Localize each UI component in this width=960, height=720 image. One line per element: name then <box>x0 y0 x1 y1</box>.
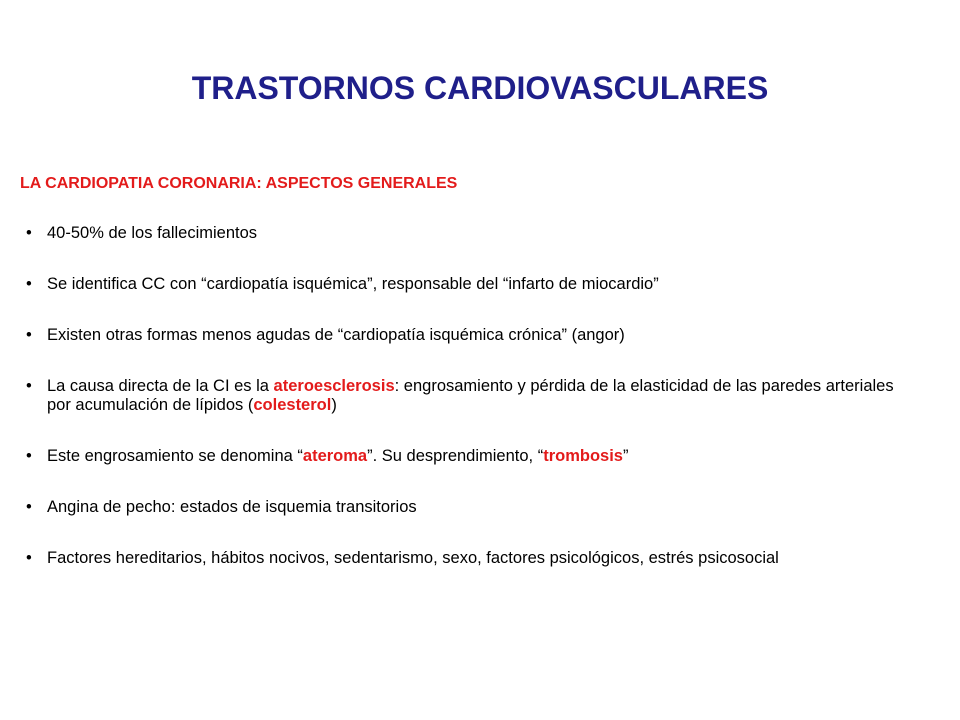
bullet-item <box>20 549 920 568</box>
bullet-text <box>47 447 628 465</box>
bullet-text-part: ”. Su desprendimiento, “ <box>367 447 544 465</box>
bullet-text-part: ” <box>622 447 629 465</box>
bullet-text <box>47 377 894 414</box>
bullet-dot: • <box>26 326 32 344</box>
bullet-item <box>20 326 920 345</box>
bullet-dot: • <box>26 224 32 242</box>
highlight-term: ateroma <box>302 447 368 465</box>
bullet-dot: • <box>26 275 32 293</box>
bullet-text: Se identifica CC con “cardiopatía isquémica”, responsable del “infarto de miocardio” <box>47 275 659 293</box>
slide-title: TRASTORNOS CARDIOVASCULARES <box>191 70 769 106</box>
bullet-text-part: : engrosamiento y pérdida de la elasticidad de las paredes arteriales por acumulación de lípidos ( <box>47 377 894 414</box>
bullet-dot: • <box>26 549 32 567</box>
bullet-item <box>20 377 920 415</box>
bullet-text-part: Este engrosamiento se denomina “ <box>47 447 303 465</box>
highlight-term: colesterol <box>253 396 332 414</box>
bullet-item <box>20 275 920 294</box>
bullet-text: 40-50% de los fallecimientos <box>47 224 258 242</box>
bullet-item <box>20 447 920 466</box>
section-subtitle: LA CARDIOPATIA CORONARIA: ASPECTOS GENERALES <box>20 175 458 192</box>
bullet-text: Angina de pecho: estados de isquemia transitorios <box>47 498 417 516</box>
highlight-term: trombosis <box>543 447 623 465</box>
bullet-dot: • <box>26 498 32 516</box>
bullet-dot: • <box>26 447 32 465</box>
bullet-text-part: ) <box>331 396 337 414</box>
bullet-text: Factores hereditarios, hábitos nocivos, sedentarismo, sexo, factores psicológicos, estrés psicosocial <box>47 549 779 567</box>
bullet-dot: • <box>26 377 32 395</box>
bullet-item <box>20 224 920 243</box>
bullet-text-part: La causa directa de la CI es la <box>47 377 274 395</box>
bullet-text: Existen otras formas menos agudas de “cardiopatía isquémica crónica” (angor) <box>47 326 625 344</box>
highlight-term: ateroesclerosis <box>273 377 395 395</box>
bullet-list <box>20 224 920 600</box>
bullet-item <box>20 498 920 517</box>
